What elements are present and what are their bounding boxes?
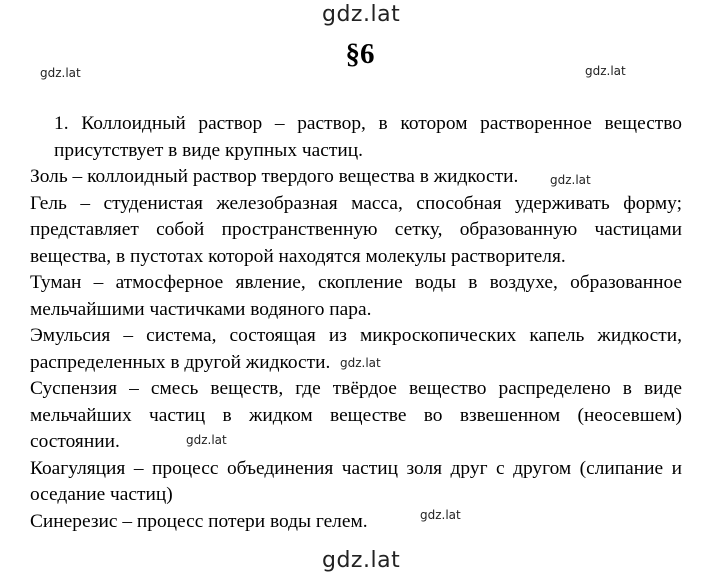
text-line: представляет собой пространственную сетку, образованную частицами	[30, 219, 682, 240]
text-line: 1. Коллоидный раствор – раствор, в котором растворенное вещество	[54, 113, 682, 134]
text-line: Эмульсия – система, состоящая из микроскопических капель жидкости,	[30, 325, 682, 346]
text-line: оседание частиц)	[30, 484, 173, 505]
paragraph-syneresis	[30, 509, 682, 536]
text-line: Суспензия – смесь веществ, где твёрдое вещество распределено в виде	[30, 378, 682, 399]
paragraph-colloid	[30, 111, 682, 164]
text-line: Коагуляция – процесс объединения частиц золя друг с другом (слипание и	[30, 457, 682, 479]
watermark-bottom: gdz.lat	[322, 548, 401, 573]
watermark-inline: gdz.lat	[340, 356, 381, 370]
section-heading: §6	[345, 38, 375, 70]
text-line: мельчайших частиц в жидком веществе во взвешенном (неосевшем)	[30, 404, 682, 426]
paragraph-gel	[30, 191, 682, 271]
text-line: Туман – атмосферное явление, скопление воды в воздухе, образованное	[30, 272, 682, 293]
text-line: мельчайшими частичками водяного пара.	[30, 298, 372, 320]
watermark-inline: gdz.lat	[550, 173, 591, 187]
watermark-top: gdz.lat	[322, 2, 401, 27]
text-line: Синерезис – процесс потери воды гелем.	[30, 510, 368, 532]
watermark-right: gdz.lat	[585, 64, 626, 78]
text-line: Гель – студенистая железобразная масса, способная удерживать форму;	[30, 192, 682, 214]
text-line: Золь – коллоидный раствор твердого вещества в жидкости.	[30, 166, 519, 187]
watermark-inline: gdz.lat	[186, 433, 227, 447]
paragraph-suspension	[30, 376, 682, 456]
text-line: вещества, в пустотах которой находятся молекулы растворителя.	[30, 245, 566, 267]
text-line: состоянии.	[30, 431, 120, 452]
paragraph-fog	[30, 270, 682, 323]
text-line: распределенных в другой жидкости.	[30, 351, 331, 373]
watermark-left: gdz.lat	[40, 66, 81, 80]
text-line: присутствует в виде крупных частиц.	[54, 139, 363, 161]
watermark-inline: gdz.lat	[420, 508, 461, 522]
paragraph-coagulation	[30, 456, 682, 509]
